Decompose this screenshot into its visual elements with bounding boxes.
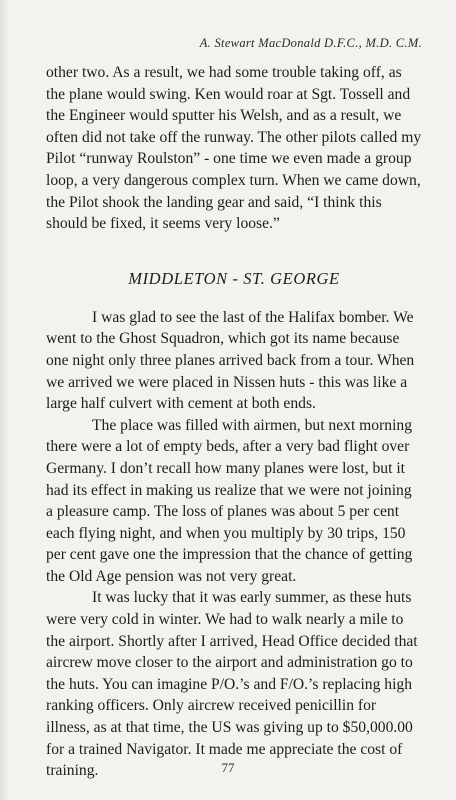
running-head: A. Stewart MacDonald D.F.C., M.D. C.M. xyxy=(199,36,422,50)
section-heading: MIDDLETON - ST. GEORGE xyxy=(128,268,340,288)
paragraph-halifax: I was glad to see the last of the Halifax bomber. We went to the Ghost Squadron, which got its name because one night only three planes arrived back from a tour. When we arrived we were placed in Nissen huts - this was like a large half culvert with cement at both ends. xyxy=(46,308,415,413)
paragraph-continued: other two. As a result, we had some trouble taking off, as the plane would swing. Ken would roar at Sgt. Tossell and the Engineer would sputter his Welsh, and as a result, we often did not take off the runway. The other pilots called my Pilot “runway Roulston” - one time we even made a group loop, a very dangerous complex turn. When we came down, the Pilot shook the landing gear and said, “I think this should be fixed, it seems very loose.” xyxy=(46,64,422,233)
page-body xyxy=(46,62,422,782)
paragraph-summer: It was lucky that it was early summer, as these huts were very cold in winter. We had to walk nearly a mile to the airport. Shortly after I arrived, Head Office decided that aircrew move closer to the airport and administration go to the huts. You can imagine P/O.’s and F/O.’s replacing high ranking officers. Only aircrew received penicillin for illness, as at that time, the US was giving up to $50,000.00 for a trained Navigator. It made me appreciate the cost of training. xyxy=(46,589,418,780)
paragraph-airmen: The place was filled with airmen, but next morning there were a lot of empty beds, after a very bad flight over Germany. I don’t recall how many planes were lost, but it had its effect in making us realize that we were not joining a pleasure camp. The loss of planes was about 5 per cent each flying night, and when you multiply by 30 trips, 150 per cent gave one the impression that the chance of getting the Old Age pension was not very great. xyxy=(46,416,413,585)
page-number: 77 xyxy=(221,760,235,775)
